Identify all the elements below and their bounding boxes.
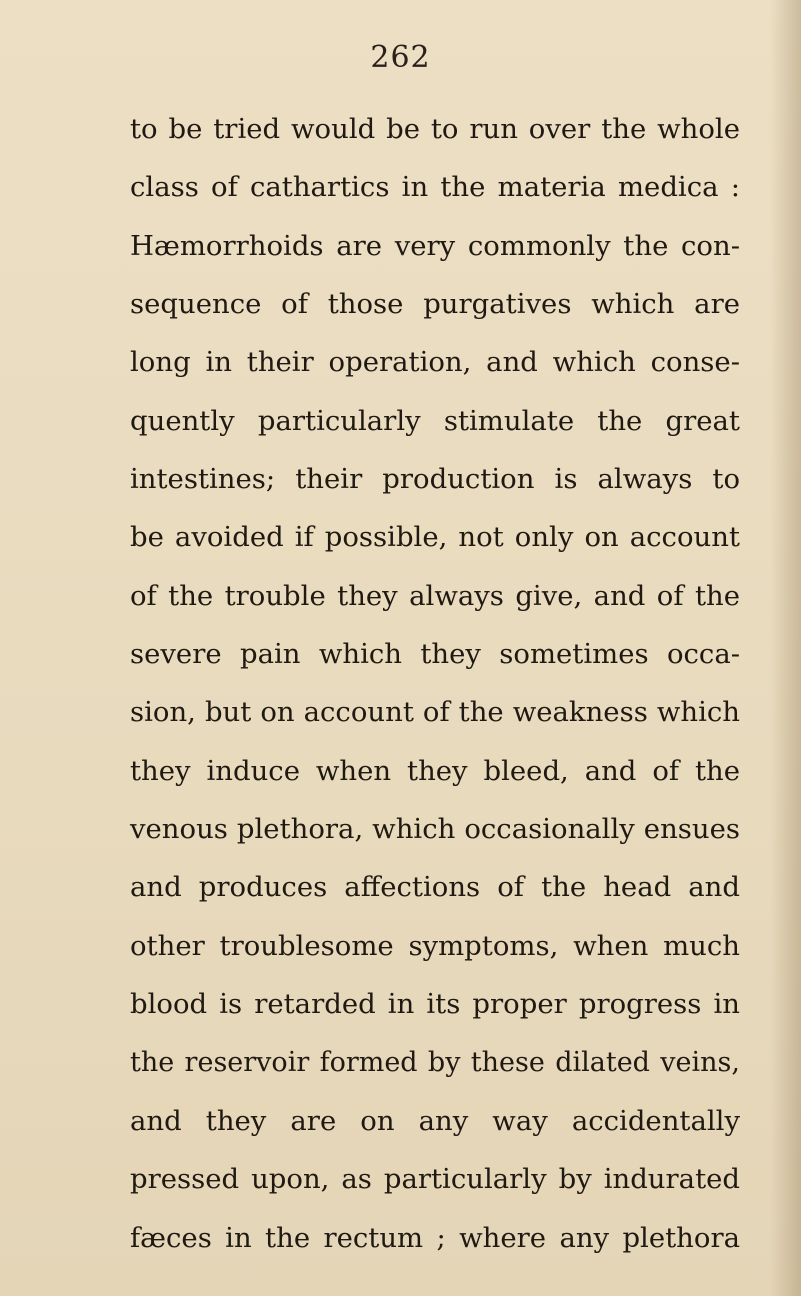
page-number: 262 [370,40,431,75]
body-text [130,100,740,1267]
text-line: other troublesome symptoms, when much [130,929,740,962]
text-line: fæces in the rectum ; where any plethora [130,1221,740,1254]
text-line: severe pain which they sometimes occa- [130,638,740,671]
text-line: of the trouble they always give, and of the [130,579,740,612]
text-line: to be tried would be to run over the whole [130,113,740,145]
text-line: venous plethora, which occasionally ensues [130,813,740,846]
text-line: sion, but on account of the weakness which [130,696,740,729]
text-line: pressed upon, as particularly by indurated [130,1163,740,1196]
text-line: the reservoir formed by these dilated veins, [130,1046,740,1078]
text-line: they induce when they bleed, and of the [130,754,740,787]
text-line: be avoided if possible, not only on account [130,521,740,554]
text-line: sequence of those purgatives which are [130,288,740,321]
text-line: blood is retarded in its proper progress in [130,988,740,1021]
text-line: and produces affections of the head and [130,871,740,904]
text-line: long in their operation, and which conse- [130,346,740,379]
text-line: quently particularly stimulate the great [130,404,740,437]
text-line: class of cathartics in the materia medica : [130,171,740,204]
text-line: Hæmorrhoids are very commonly the con- [130,229,740,262]
text-line: and they are on any way accidentally [130,1104,740,1137]
text-line: intestines; their production is always to [130,463,740,496]
